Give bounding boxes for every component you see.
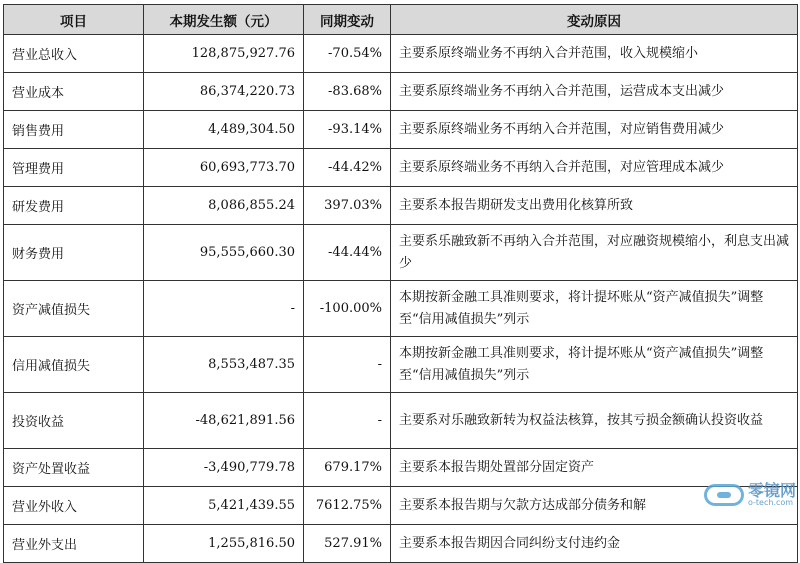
row-amount: 128,875,927.76: [144, 35, 304, 73]
row-change: -83.68%: [304, 73, 391, 111]
header-item: 项目: [4, 5, 144, 35]
row-change: 7612.75%: [304, 487, 391, 525]
table-row: [4, 337, 798, 393]
row-change: -44.42%: [304, 149, 391, 187]
table-row: [4, 487, 798, 525]
row-reason: 主要系原终端业务不再纳入合并范围，运营成本支出减少: [391, 73, 798, 111]
header-change: 同期变动: [304, 5, 391, 35]
row-item: 营业外收入: [4, 487, 144, 525]
row-reason: 本期按新金融工具准则要求，将计提坏账从“资产减值损失”调整至“信用减值损失”列示: [391, 337, 798, 393]
row-change: 679.17%: [304, 449, 391, 487]
row-reason: 主要系本报告期与欠款方达成部分债务和解: [391, 487, 798, 525]
row-amount: 60,693,773.70: [144, 149, 304, 187]
row-amount: 1,255,816.50: [144, 525, 304, 563]
table-row: [4, 449, 798, 487]
row-reason: 主要系对乐融致新转为权益法核算，按其亏损金额确认投资收益: [391, 393, 798, 449]
row-reason: 主要系原终端业务不再纳入合并范围，对应管理成本减少: [391, 149, 798, 187]
table-row: [4, 525, 798, 563]
financial-change-table: [3, 4, 798, 563]
row-amount: -48,621,891.56: [144, 393, 304, 449]
row-reason: 主要系本报告期研发支出费用化核算所致: [391, 187, 798, 225]
row-amount: 8,086,855.24: [144, 187, 304, 225]
table-header-row: [4, 5, 798, 35]
watermark-text-cn: 零镜网: [747, 481, 796, 500]
row-change: -: [304, 393, 391, 449]
row-reason: 主要系乐融致新不再纳入合并范围，对应融资规模缩小，利息支出减少: [391, 225, 798, 281]
row-reason: 主要系本报告期处置部分固定资产: [391, 449, 798, 487]
table-row: [4, 281, 798, 337]
table-row: [4, 393, 798, 449]
row-item: 营业外支出: [4, 525, 144, 563]
row-amount: 8,553,487.35: [144, 337, 304, 393]
row-reason: 本期按新金融工具准则要求，将计提坏账从“资产减值损失”调整至“信用减值损失”列示: [391, 281, 798, 337]
row-item: 销售费用: [4, 111, 144, 149]
row-amount: -: [144, 281, 304, 337]
row-amount: -3,490,779.78: [144, 449, 304, 487]
row-change: -44.44%: [304, 225, 391, 281]
row-reason: 主要系本报告期因合同纠纷支付违约金: [391, 525, 798, 563]
watermark-logo-icon: [704, 484, 744, 506]
row-item: 资产处置收益: [4, 449, 144, 487]
row-change: 397.03%: [304, 187, 391, 225]
row-amount: 95,555,660.30: [144, 225, 304, 281]
table-row: [4, 225, 798, 281]
row-reason: 主要系原终端业务不再纳入合并范围，对应销售费用减少: [391, 111, 798, 149]
row-item: 信用减值损失: [4, 337, 144, 393]
table-row: [4, 73, 798, 111]
table-row: [4, 35, 798, 73]
header-reason: 变动原因: [391, 5, 798, 35]
table-row: [4, 149, 798, 187]
row-change: 527.91%: [304, 525, 391, 563]
row-amount: 86,374,220.73: [144, 73, 304, 111]
table-row: [4, 111, 798, 149]
row-item: 资产减值损失: [4, 281, 144, 337]
row-item: 财务费用: [4, 225, 144, 281]
row-amount: 5,421,439.55: [144, 487, 304, 525]
header-amount: 本期发生额（元）: [144, 5, 304, 35]
site-watermark: [704, 483, 796, 507]
table-row: [4, 187, 798, 225]
row-change: -: [304, 337, 391, 393]
row-change: -100.00%: [304, 281, 391, 337]
row-item: 投资收益: [4, 393, 144, 449]
row-change: -70.54%: [304, 35, 391, 73]
row-amount: 4,489,304.50: [144, 111, 304, 149]
row-item: 营业成本: [4, 73, 144, 111]
row-item: 营业总收入: [4, 35, 144, 73]
row-change: -93.14%: [304, 111, 391, 149]
row-reason: 主要系原终端业务不再纳入合并范围，收入规模缩小: [391, 35, 798, 73]
watermark-text-en: o-tech.com: [747, 498, 794, 507]
row-item: 管理费用: [4, 149, 144, 187]
row-item: 研发费用: [4, 187, 144, 225]
